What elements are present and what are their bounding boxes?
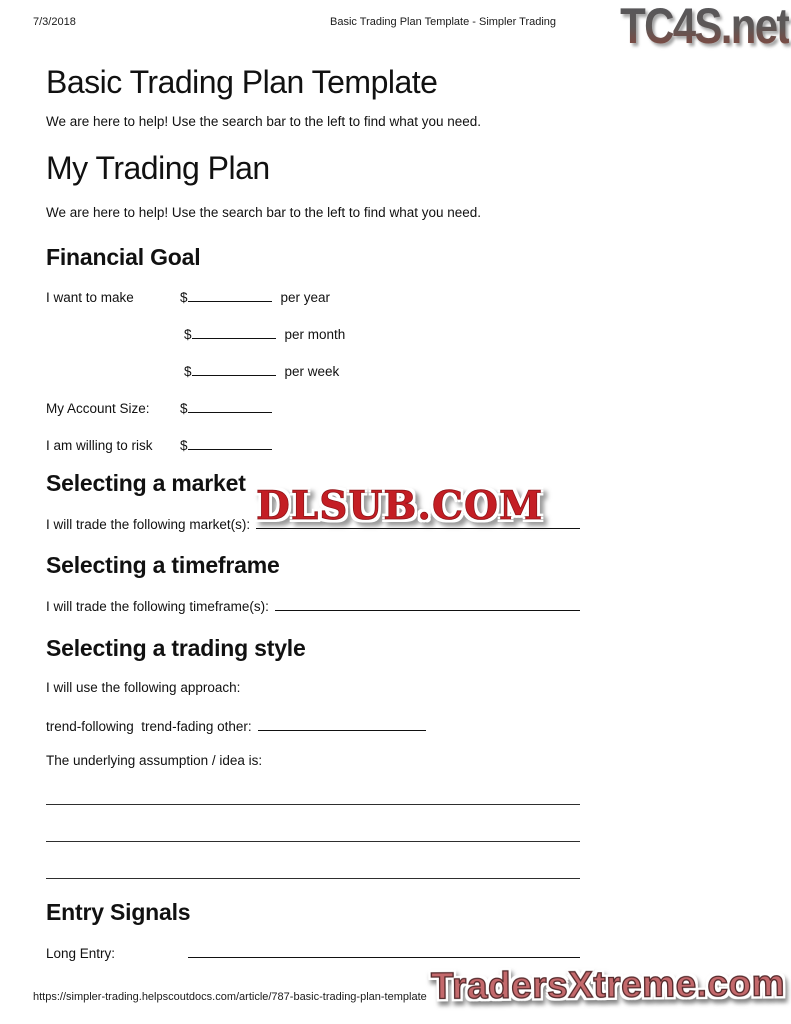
- trading-style-heading: Selecting a trading style: [46, 635, 306, 661]
- financial-row-label: I am willing to risk: [46, 438, 153, 453]
- print-date: 7/3/2018: [33, 16, 76, 28]
- financial-row-suffix: per month: [284, 327, 346, 342]
- fill-line: [192, 362, 276, 376]
- fill-line: [188, 288, 272, 302]
- currency-symbol: $: [184, 327, 192, 342]
- intro-text: We are here to help! Use the search bar to the left to find what you need.: [46, 114, 482, 129]
- financial-row-suffix: per year: [280, 290, 331, 305]
- print-document-title: Basic Trading Plan Template - Simpler Trading: [330, 16, 557, 28]
- style-options-fill-line: [258, 717, 426, 731]
- footer-url: https://simpler-trading.helpscoutdocs.com/article/787-basic-trading-plan-template: [33, 991, 427, 1003]
- entry-signals-heading: Entry Signals: [46, 899, 191, 925]
- writing-line: [46, 878, 580, 879]
- currency-symbol: $: [184, 364, 192, 379]
- tradersxtreme-watermark: TradersXtreme.com: [430, 962, 786, 1007]
- currency-symbol: $: [180, 401, 188, 416]
- tc4s-watermark: TC4S.net: [620, 0, 789, 54]
- financial-row-label: I want to make: [46, 290, 134, 305]
- long-entry-label: Long Entry:: [46, 946, 116, 961]
- fill-line: [188, 436, 272, 450]
- financial-row-label: My Account Size:: [46, 401, 150, 416]
- financial-row-suffix: per week: [284, 364, 340, 379]
- financial-row: [46, 399, 766, 416]
- writing-line: [46, 841, 580, 842]
- writing-line: [46, 804, 580, 805]
- long-entry-row: [46, 944, 580, 961]
- approach-prompt: I will use the following approach:: [46, 680, 241, 695]
- financial-row: [46, 362, 766, 379]
- financial-row: [46, 288, 766, 305]
- long-entry-fill-line: [188, 944, 580, 958]
- financial-goal-heading: Financial Goal: [46, 244, 201, 270]
- style-options-row: [46, 717, 580, 734]
- style-options-line: trend-following trend-fading other:: [46, 719, 252, 734]
- financial-row: [46, 325, 766, 342]
- dlsub-watermark: DLSUB.COM: [256, 483, 544, 529]
- currency-symbol: $: [180, 290, 188, 305]
- plan-title: My Trading Plan: [46, 150, 270, 186]
- assumption-prompt: The underlying assumption / idea is:: [46, 753, 263, 768]
- plan-intro-text: We are here to help! Use the search bar to the left to find what you need.: [46, 205, 482, 220]
- timeframe-fill-line: [275, 597, 580, 611]
- currency-symbol: $: [180, 438, 188, 453]
- timeframe-heading: Selecting a timeframe: [46, 552, 280, 578]
- page-title: Basic Trading Plan Template: [46, 64, 438, 100]
- financial-row: [46, 436, 766, 453]
- timeframe-prompt: I will trade the following timeframe(s):: [46, 599, 269, 614]
- fill-line: [192, 325, 276, 339]
- timeframe-prompt-row: [46, 597, 580, 614]
- market-heading: Selecting a market: [46, 470, 246, 496]
- market-prompt: I will trade the following market(s):: [46, 517, 251, 532]
- fill-line: [188, 399, 272, 413]
